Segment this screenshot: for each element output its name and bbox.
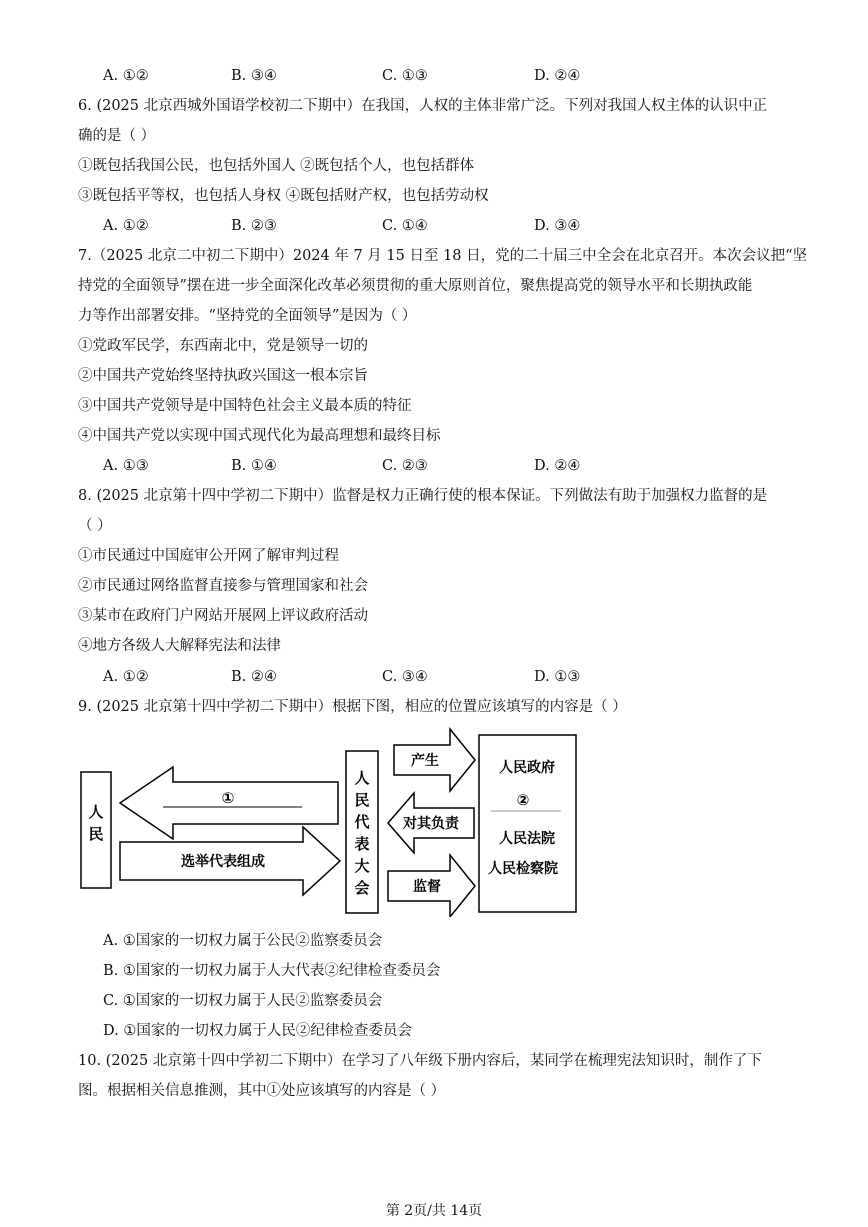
q7-statement-1: ①党政军民学，东西南北中，党是领导一切的 — [78, 338, 368, 354]
q10-stem-line1: 10. (2025 北京第十四中学初二下期中）在学习了八年级下册内容后，某同学在梳理宪法知识时，制作了下 — [78, 1053, 762, 1069]
q5-option-b: B. ③④ — [231, 68, 277, 84]
procuratorate-label: 人民检察院 — [488, 861, 558, 877]
q7-stem-line3: 力等作出部署安排。“坚持党的全面领导”是因为（ ） — [78, 308, 417, 324]
q8-option-c: C. ③④ — [382, 669, 428, 685]
q9-option-b: B. ①国家的一切权力属于人大代表②纪律检查委员会 — [103, 963, 441, 979]
q6-option-c: C. ①④ — [382, 218, 428, 234]
q5-option-d: D. ②④ — [534, 68, 581, 84]
q8-statement-3: ③某市在政府门户网站开展网上评议政府活动 — [78, 608, 368, 624]
congress-char: 表 — [354, 835, 370, 853]
q9-option-c: C. ①国家的一切权力属于人民②监察委员会 — [103, 993, 383, 1009]
q9-option-d: D. ①国家的一切权力属于人民②纪律检查委员会 — [103, 1023, 412, 1039]
q7-option-d: D. ②④ — [534, 458, 581, 474]
q7-option-b: B. ①④ — [231, 458, 277, 474]
q7-statement-4: ④中国共产党以实现中国式现代化为最高理想和最终目标 — [78, 428, 441, 444]
q10-stem-line2: 图。根据相关信息推测，其中①处应该填写的内容是（ ） — [78, 1083, 446, 1099]
q7-stem-line2: 持党的全面领导”摆在进一步全面深化改革必须贯彻的重大原则首位，聚焦提高党的领导水平和长期执政能 — [78, 278, 753, 294]
q7-option-a: A. ①③ — [103, 458, 149, 474]
court-label: 人民法院 — [499, 831, 555, 847]
elect-label: 选举代表组成 — [181, 854, 265, 870]
q9-option-a: A. ①国家的一切权力属于公民②监察委员会 — [103, 933, 383, 949]
people-label-2: 民 — [88, 825, 104, 843]
q6-statement-1: ①既包括我国公民，也包括外国人 ②既包括个人，也包括群体 — [78, 158, 475, 174]
q8-stem-line2: （ ） — [78, 518, 112, 534]
q6-option-d: D. ③④ — [534, 218, 581, 234]
supervise-label: 监督 — [413, 879, 441, 895]
gov-label: 人民政府 — [499, 760, 555, 776]
q9-stem: 9. (2025 北京第十四中学初二下期中）根据下图，相应的位置应该填写的内容是（ ） — [78, 699, 627, 715]
q8-option-b: B. ②④ — [231, 669, 277, 685]
congress-char: 人 — [354, 769, 370, 787]
blank-1-label: ① — [221, 789, 235, 807]
q7-stem-line1: 7.（2025 北京二中初二下期中）2024 年 7 月 15 日至 18 日，党的二十届三中全会在北京召开。本次会议把“坚 — [78, 248, 808, 264]
congress-char: 代 — [354, 813, 370, 831]
q6-option-b: B. ②③ — [231, 218, 277, 234]
q8-statement-2: ②市民通过网络监督直接参与管理国家和社会 — [78, 578, 368, 594]
q8-statement-1: ①市民通过中国庭审公开网了解审判过程 — [78, 548, 339, 564]
produce-label: 产生 — [411, 753, 439, 769]
responsible-label: 对其负责 — [403, 816, 459, 832]
congress-char: 大 — [354, 857, 370, 875]
q8-statement-4: ④地方各级人大解释宪法和法律 — [78, 638, 281, 654]
q8-option-d: D. ①③ — [534, 669, 581, 685]
q7-statement-2: ②中国共产党始终坚持执政兴国这一根本宗旨 — [78, 368, 368, 384]
q6-statement-2: ③既包括平等权，也包括人身权 ④既包括财产权，也包括劳动权 — [78, 188, 489, 204]
state-structure-diagram — [78, 727, 580, 917]
q6-stem-line1: 6. (2025 北京西城外国语学校初二下期中）在我国，人权的主体非常广泛。下列对我国人权主体的认识中正 — [78, 98, 768, 114]
q7-statement-3: ③中国共产党领导是中国特色社会主义最本质的特征 — [78, 398, 412, 414]
q8-option-a: A. ①② — [103, 669, 149, 685]
blank-2-label: ② — [516, 791, 530, 809]
congress-char: 会 — [354, 879, 370, 897]
people-label-1: 人 — [88, 803, 104, 821]
congress-char: 民 — [354, 791, 370, 809]
q8-stem-line1: 8. (2025 北京第十四中学初二下期中）监督是权力正确行使的根本保证。下列做法有助于加强权力监督的是 — [78, 488, 768, 504]
q6-stem-line2: 确的是（ ） — [78, 128, 156, 144]
q5-option-c: C. ①③ — [382, 68, 428, 84]
q5-option-a: A. ①② — [103, 68, 149, 84]
page-footer: 第 2页/共 14页 — [385, 1203, 483, 1219]
q6-option-a: A. ①② — [103, 218, 149, 234]
q7-option-c: C. ②③ — [382, 458, 428, 474]
